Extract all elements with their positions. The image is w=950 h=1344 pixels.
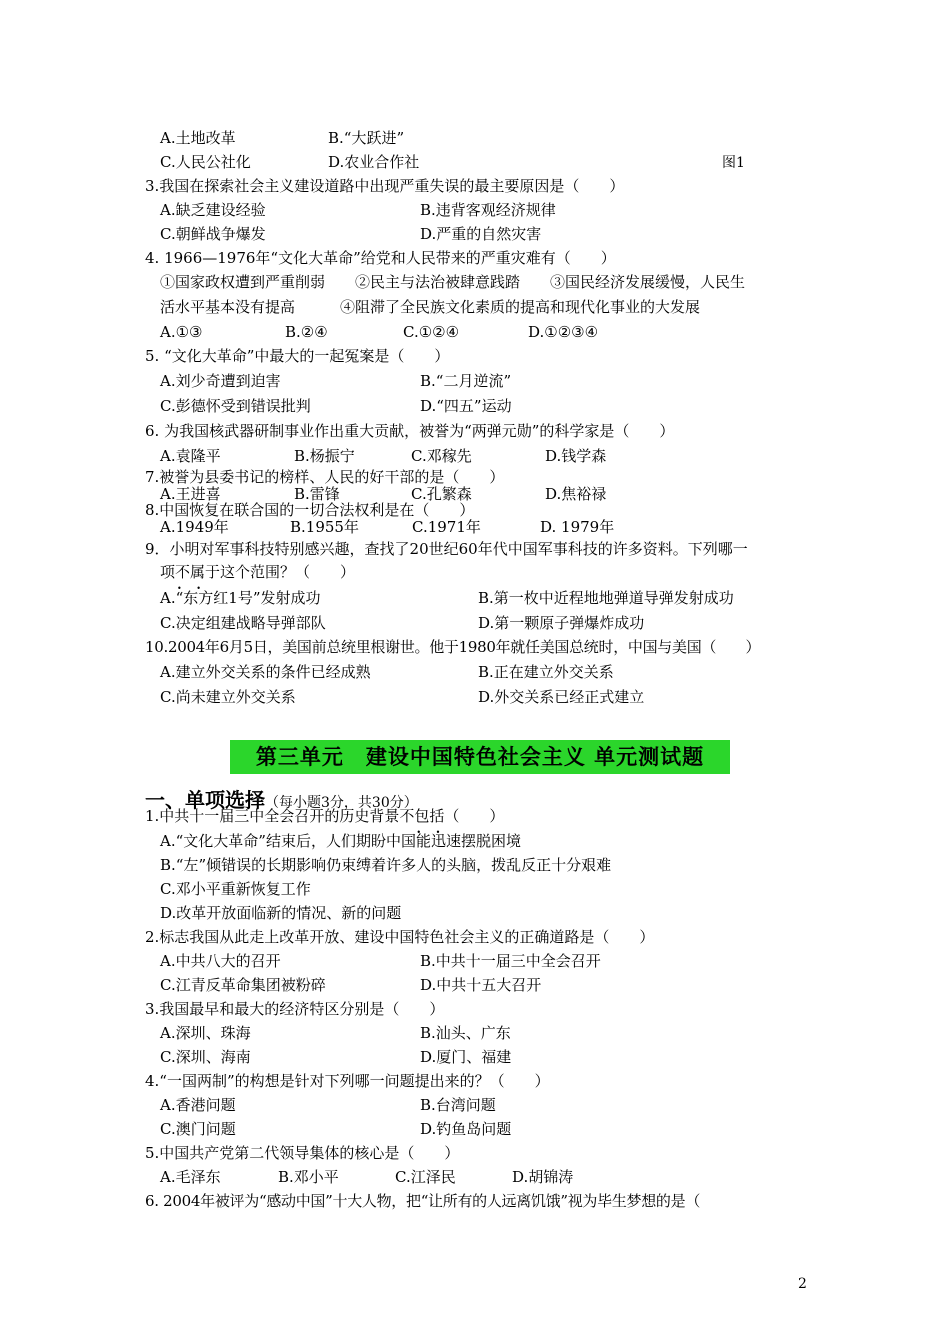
p2-q5-option-b: B.邓小平 (278, 1168, 339, 1186)
q4-option-b: B.②④ (285, 323, 328, 341)
p2-q5-stem: 5.中国共产党第二代领导集体的核心是（ ） (145, 1144, 460, 1162)
q10-option-d: D.外交关系已经正式建立 (478, 688, 645, 706)
q4-option-c: C.①②④ (403, 323, 460, 341)
q2-option-a: A.土地改革 (160, 129, 236, 147)
p2-q1-emphasis: 包括 • • (414, 807, 444, 825)
p2-q4-option-d: D.钓鱼岛问题 (420, 1120, 512, 1138)
q3-option-c: C.朝鲜战争爆发 (160, 225, 266, 243)
q9-stem-part-c: 这个范围？（ ） (220, 563, 356, 581)
p2-q2-option-a: A.中共八大的召开 (160, 952, 281, 970)
p2-q6-stem: 6. 2004年被评为“感动中国”十大人物，把“让所有的人远离饥饿”视为毕生梦想的是（ (145, 1192, 701, 1210)
p2-q1-option-d: D.改革开放面临新的情况、新的问题 (160, 904, 402, 922)
q5-stem: 5. “文化大革命”中最大的一起冤案是（ ） (145, 347, 450, 365)
q8-option-b: B.1955年 (290, 518, 359, 536)
q2-option-c: C.人民公社化 (160, 153, 251, 171)
q4-item-line-1: ①国家政权遭到严重削弱 ②民主与法治被肆意践踏 ③国民经济发展缓慢，人民生 (160, 273, 746, 291)
p2-q3-option-d: D.厦门、福建 (420, 1048, 512, 1066)
q9-stem-line-2 (160, 562, 355, 582)
q7-option-b: B.雷锋 (294, 485, 340, 503)
q7-option-d: D.焦裕禄 (545, 485, 607, 503)
q6-stem: 6. 为我国核武器研制事业作出重大贡献，被誉为“两弹元勋”的科学家是（ ） (145, 422, 675, 440)
q9-stem-line-1: 9．小明对军事科技特别感兴趣，查找了20世纪60年代中国军事科技的许多资料。下列哪一 (145, 540, 748, 558)
q3-option-d: D.严重的自然灾害 (420, 225, 542, 243)
p2-q1-option-b: B.“左”倾错误的长期影响仍束缚着许多人的头脑，拨乱反正十分艰难 (160, 856, 612, 874)
q6-option-c: C.邓稼先 (411, 447, 472, 465)
q9-option-a: A.“东方红1号”发射成功 (160, 589, 321, 607)
q9-option-d: D.第一颗原子弹爆炸成功 (478, 614, 645, 632)
q6-option-a: A.袁隆平 (160, 447, 221, 465)
q10-option-c: C.尚未建立外交关系 (160, 688, 296, 706)
q4-option-d: D.①②③④ (528, 323, 599, 341)
p2-q2-option-d: D.中共十五大召开 (420, 976, 542, 994)
q9-stem-part-a: 项 (160, 563, 176, 581)
unit-title-banner: 第三单元 建设中国特色社会主义 单元测试题 (230, 740, 730, 774)
q5-option-d: D.“四五”运动 (420, 397, 512, 415)
p2-q1-stem-c: （ ） (444, 807, 505, 825)
q8-option-a: A.1949年 (160, 518, 229, 536)
page-number: 2 (798, 1276, 807, 1292)
p2-q2-option-b: B.中共十一届三中全会召开 (420, 952, 601, 970)
p2-q3-option-b: B.汕头、广东 (420, 1024, 511, 1042)
p2-q5-option-c: C.江泽民 (395, 1168, 456, 1186)
p2-q2-stem: 2.标志我国从此走上改革开放、建设中国特色社会主义的正确道路是（ ） (145, 928, 655, 946)
p2-q3-stem: 3.我国最早和最大的经济特区分别是（ ） (145, 1000, 445, 1018)
p2-q5-option-a: A.毛泽东 (160, 1168, 221, 1186)
p2-q4-stem: 4.“一国两制”的构想是针对下列哪一问题提出来的？（ ） (145, 1072, 550, 1090)
q10-stem: 10.2004年6月5日，美国前总统里根谢世。他于1980年就任美国总统时，中国与美国（ ） (145, 638, 761, 656)
p2-q2-option-c: C.江青反革命集团被粉碎 (160, 976, 326, 994)
q6-option-b: B.杨振宁 (294, 447, 355, 465)
p2-q1-option-c: C.邓小平重新恢复工作 (160, 880, 311, 898)
figure-label: 图1 (722, 155, 745, 171)
section-note: （每小题3分，共30分） (265, 795, 418, 811)
p2-q5-option-d: D.胡锦涛 (512, 1168, 574, 1186)
q3-option-b: B.违背客观经济规律 (420, 201, 556, 219)
q8-stem: 8.中国恢复在联合国的一切合法权利是在（ ） (145, 501, 475, 519)
p2-q3-option-a: A.深圳、珠海 (160, 1024, 251, 1042)
q3-stem: 3.我国在探索社会主义建设道路中出现严重失误的最主要原因是（ ） (145, 177, 625, 195)
q2-option-b: B.“大跃进” (328, 129, 405, 147)
section-title: 一、单项选择 (145, 788, 265, 812)
p2-q4-option-c: C.澳门问题 (160, 1120, 236, 1138)
q4-option-a: A.①③ (160, 323, 203, 341)
q2-option-d: D.农业合作社 (328, 153, 420, 171)
p2-q1-stem-a: 1.中共十一届三中全会召开的历史背景不 (145, 807, 415, 825)
q4-item-line-2: 活水平基本没有提高 ④阻滞了全民族文化素质的提高和现代化事业的大发展 (160, 298, 701, 316)
q7-stem: 7.被誉为县委书记的榜样、人民的好干部的是（ ） (145, 468, 505, 486)
q9-option-b: B.第一枚中近程地地弹道导弹发射成功 (478, 589, 734, 607)
q8-option-c: C.1971年 (412, 518, 481, 536)
q3-option-a: A.缺乏建设经验 (160, 201, 266, 219)
q7-option-c: C.孔繁森 (411, 485, 472, 503)
p2-q1-option-a: A.“文化大革命”结束后，人们期盼中国能迅速摆脱困境 (160, 832, 521, 850)
p2-q3-option-c: C.深圳、海南 (160, 1048, 251, 1066)
q9-emphasis-not: 不属于 • • (175, 563, 220, 581)
p2-q4-option-a: A.香港问题 (160, 1096, 236, 1114)
q5-option-c: C.彭德怀受到错误批判 (160, 397, 311, 415)
q4-stem: 4. 1966—1976年“文化大革命”给党和人民带来的严重灾难有（ ） (145, 249, 616, 267)
q8-option-d: D. 1979年 (540, 518, 615, 536)
q9-option-c: C.决定组建战略导弹部队 (160, 614, 326, 632)
q10-option-a: A.建立外交关系的条件已经成熟 (160, 663, 371, 681)
q7-option-a: A.王进喜 (160, 485, 221, 503)
p2-q4-option-b: B.台湾问题 (420, 1096, 496, 1114)
q6-option-d: D.钱学森 (545, 447, 607, 465)
q5-option-b: B.“二月逆流” (420, 372, 512, 390)
q5-option-a: A.刘少奇遭到迫害 (160, 372, 281, 390)
q10-option-b: B.正在建立外交关系 (478, 663, 614, 681)
p2-q1-stem (145, 806, 504, 826)
